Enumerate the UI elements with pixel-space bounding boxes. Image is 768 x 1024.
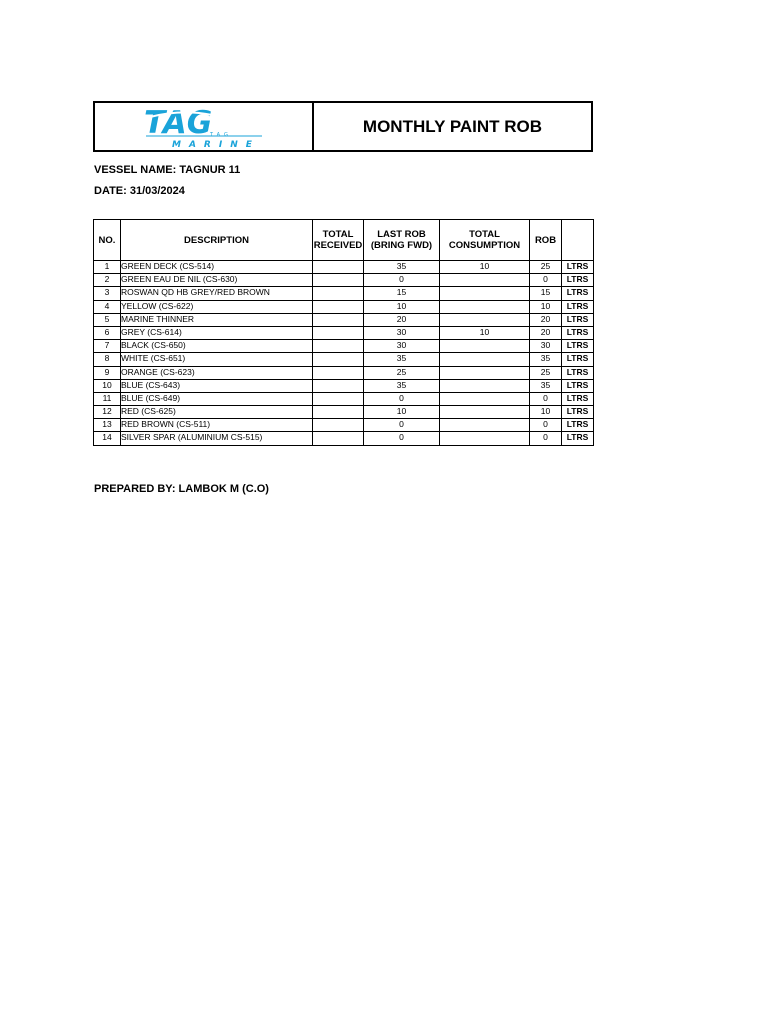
cell-unit: LTRS [562, 313, 594, 326]
cell-last-rob: 25 [364, 366, 440, 379]
cell-total-received [313, 300, 364, 313]
cell-description: GREEN EAU DE NIL (CS-630) [121, 274, 313, 287]
cell-last-rob: 35 [364, 379, 440, 392]
cell-total-consumption [440, 274, 530, 287]
logo-small-text: TAG [209, 131, 232, 138]
table-row [94, 392, 594, 405]
cell-total-consumption [440, 419, 530, 432]
header-no: NO. [94, 220, 121, 261]
cell-total-received [313, 353, 364, 366]
document-header [93, 101, 593, 152]
logo-sub-text: MARINE [171, 139, 260, 150]
cell-description: RED (CS-625) [121, 406, 313, 419]
cell-total-received [313, 366, 364, 379]
cell-rob: 10 [530, 300, 562, 313]
cell-no: 1 [94, 261, 121, 274]
cell-total-consumption [440, 406, 530, 419]
table-row [94, 340, 594, 353]
header-rob: ROB [530, 220, 562, 261]
cell-last-rob: 30 [364, 340, 440, 353]
header-description: DESCRIPTION [121, 220, 313, 261]
cell-rob: 0 [530, 419, 562, 432]
table-row [94, 366, 594, 379]
table-row [94, 313, 594, 326]
cell-total-received [313, 261, 364, 274]
paint-rob-table [93, 219, 594, 446]
cell-unit: LTRS [562, 366, 594, 379]
header-total-consumption: TOTAL CONSUMPTION [440, 220, 530, 261]
cell-total-consumption [440, 353, 530, 366]
cell-total-consumption [440, 379, 530, 392]
cell-rob: 0 [530, 274, 562, 287]
table-row [94, 326, 594, 339]
cell-total-consumption: 10 [440, 326, 530, 339]
cell-unit: LTRS [562, 300, 594, 313]
cell-description: WHITE (CS-651) [121, 353, 313, 366]
cell-description: ORANGE (CS-623) [121, 366, 313, 379]
cell-unit: LTRS [562, 379, 594, 392]
cell-unit: LTRS [562, 419, 594, 432]
cell-description: ROSWAN QD HB GREY/RED BROWN [121, 287, 313, 300]
cell-description: GREEN DECK (CS-514) [121, 261, 313, 274]
cell-no: 9 [94, 366, 121, 379]
cell-total-consumption [440, 392, 530, 405]
cell-total-received [313, 274, 364, 287]
cell-total-consumption [440, 340, 530, 353]
cell-no: 3 [94, 287, 121, 300]
cell-rob: 35 [530, 379, 562, 392]
cell-unit: LTRS [562, 340, 594, 353]
cell-total-received [313, 326, 364, 339]
cell-last-rob: 15 [364, 287, 440, 300]
table-header-row [94, 220, 594, 261]
cell-total-received [313, 432, 364, 445]
cell-last-rob: 0 [364, 419, 440, 432]
cell-no: 11 [94, 392, 121, 405]
header-total-received: TOTAL RECEIVED [313, 220, 364, 261]
cell-no: 5 [94, 313, 121, 326]
cell-description: YELLOW (CS-622) [121, 300, 313, 313]
cell-no: 12 [94, 406, 121, 419]
table-row [94, 419, 594, 432]
cell-unit: LTRS [562, 392, 594, 405]
cell-last-rob: 30 [364, 326, 440, 339]
cell-unit: LTRS [562, 353, 594, 366]
cell-last-rob: 0 [364, 432, 440, 445]
cell-unit: LTRS [562, 406, 594, 419]
table-row [94, 261, 594, 274]
cell-total-consumption [440, 300, 530, 313]
cell-unit: LTRS [562, 287, 594, 300]
cell-unit: LTRS [562, 326, 594, 339]
cell-unit: LTRS [562, 261, 594, 274]
cell-description: BLACK (CS-650) [121, 340, 313, 353]
cell-total-received [313, 313, 364, 326]
cell-last-rob: 10 [364, 406, 440, 419]
page-title: MONTHLY PAINT ROB [362, 116, 543, 136]
cell-no: 6 [94, 326, 121, 339]
logo-main-text: TAG [143, 104, 212, 141]
cell-total-received [313, 392, 364, 405]
tag-marine-logo-icon [142, 103, 266, 151]
cell-last-rob: 0 [364, 274, 440, 287]
cell-rob: 15 [530, 287, 562, 300]
cell-total-consumption [440, 366, 530, 379]
company-logo [95, 103, 314, 150]
cell-total-consumption [440, 287, 530, 300]
cell-last-rob: 20 [364, 313, 440, 326]
cell-last-rob: 0 [364, 392, 440, 405]
table-row [94, 300, 594, 313]
cell-no: 10 [94, 379, 121, 392]
cell-rob: 30 [530, 340, 562, 353]
cell-description: MARINE THINNER [121, 313, 313, 326]
cell-description: RED BROWN (CS-511) [121, 419, 313, 432]
table-row [94, 406, 594, 419]
header-unit [562, 220, 594, 261]
cell-description: SILVER SPAR (ALUMINIUM CS-515) [121, 432, 313, 445]
prepared-by: PREPARED BY: LAMBOK M (C.O) [94, 483, 269, 495]
cell-rob: 20 [530, 326, 562, 339]
cell-total-consumption [440, 313, 530, 326]
table-row [94, 379, 594, 392]
cell-last-rob: 10 [364, 300, 440, 313]
cell-total-received [313, 406, 364, 419]
table-body [94, 261, 594, 446]
cell-rob: 25 [530, 366, 562, 379]
cell-no: 13 [94, 419, 121, 432]
table-row [94, 287, 594, 300]
cell-description: BLUE (CS-649) [121, 392, 313, 405]
table-row [94, 274, 594, 287]
cell-description: BLUE (CS-643) [121, 379, 313, 392]
cell-total-received [313, 379, 364, 392]
cell-total-consumption [440, 432, 530, 445]
cell-rob: 20 [530, 313, 562, 326]
cell-no: 14 [94, 432, 121, 445]
cell-no: 8 [94, 353, 121, 366]
cell-rob: 0 [530, 432, 562, 445]
cell-no: 2 [94, 274, 121, 287]
cell-unit: LTRS [562, 432, 594, 445]
cell-rob: 0 [530, 392, 562, 405]
cell-rob: 35 [530, 353, 562, 366]
cell-no: 4 [94, 300, 121, 313]
table-row [94, 432, 594, 445]
cell-description: GREY (CS-614) [121, 326, 313, 339]
cell-last-rob: 35 [364, 261, 440, 274]
report-date: DATE: 31/03/2024 [94, 185, 185, 197]
cell-rob: 25 [530, 261, 562, 274]
cell-total-received [313, 340, 364, 353]
cell-total-received [313, 287, 364, 300]
cell-no: 7 [94, 340, 121, 353]
header-last-rob: LAST ROB (BRING FWD) [364, 220, 440, 261]
cell-total-received [313, 419, 364, 432]
cell-rob: 10 [530, 406, 562, 419]
cell-unit: LTRS [562, 274, 594, 287]
vessel-name: VESSEL NAME: TAGNUR 11 [94, 164, 241, 176]
cell-total-consumption: 10 [440, 261, 530, 274]
cell-last-rob: 35 [364, 353, 440, 366]
table-row [94, 353, 594, 366]
